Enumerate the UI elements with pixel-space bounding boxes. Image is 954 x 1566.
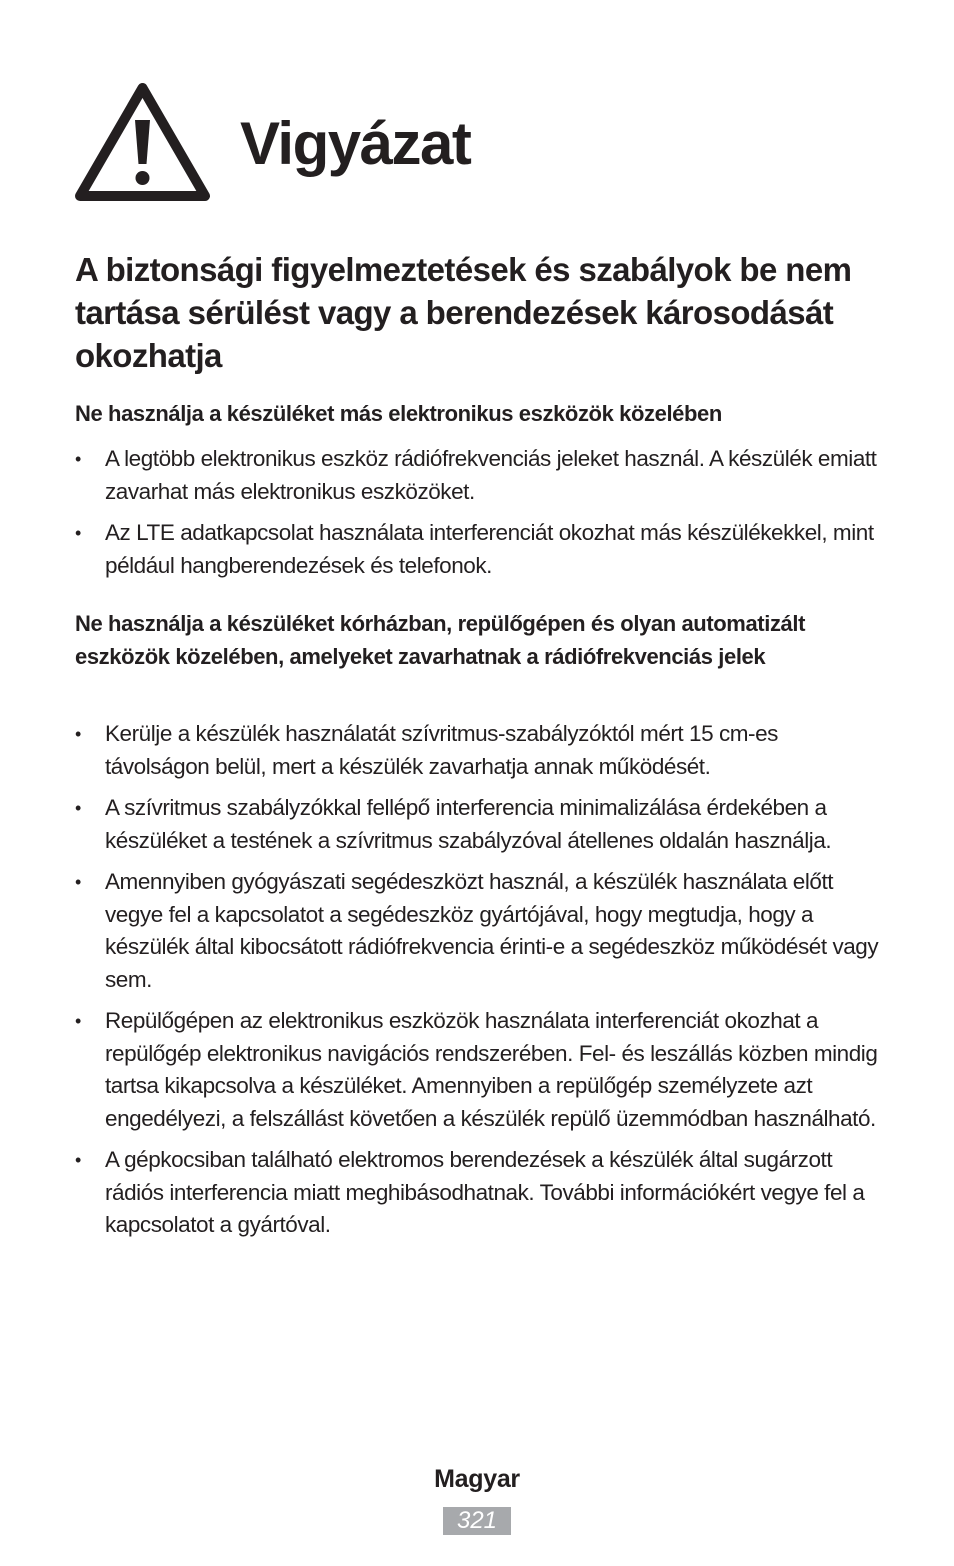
page-title: Vigyázat xyxy=(240,110,471,177)
list-item-text: A szívritmus szabályzókkal fellépő interferencia minimalizálása érdekében a készüléket a testének a szívritmus szabályzóval átellenes oldalán használja. xyxy=(105,795,832,853)
list-item xyxy=(75,1005,885,1135)
bullet-list-electronics xyxy=(75,443,885,591)
bullet-list-hospital xyxy=(75,718,885,1251)
bullet-dot: • xyxy=(75,1150,81,1170)
list-item xyxy=(75,718,885,783)
bullet-dot: • xyxy=(75,872,81,892)
list-item xyxy=(75,517,885,582)
bullet-dot: • xyxy=(75,1011,81,1031)
bullet-dot: • xyxy=(75,724,81,744)
list-item xyxy=(75,792,885,857)
list-item-text: Repülőgépen az elektronikus eszközök használata interferenciát okozhat a repülőgép elektronikus navigációs rendszerében. Fel- és leszállás közben mindig tartsa kikapcsolva a készüléket. Amennyiben a repülőgép személyzete azt engedélyezi, a felszállást követően a készülék repülő üzemmódban használható. xyxy=(105,1008,878,1131)
list-item-text: A gépkocsiban található elektromos berendezések a készülék által sugárzott rádiós interferencia miatt meghibásodhatnak. További információkért vegye fel a kapcsolatot a gyártóval. xyxy=(105,1147,865,1237)
bullet-dot: • xyxy=(75,449,81,469)
page-number: 321 xyxy=(443,1507,511,1535)
list-item xyxy=(75,866,885,996)
subsection-heading-hospital: Ne használja a készüléket kórházban, repülőgépen és olyan automatizált eszközök közelében, amelyeket zavarhatnak a rádiófrekvenciás jelek xyxy=(75,611,806,669)
section-heading: A biztonsági figyelmeztetések és szabályok be nem tartása sérülést vagy a berendezések károsodását okozhatja xyxy=(75,251,852,374)
list-item-text: Amennyiben gyógyászati segédeszközt használ, a készülék használata előtt vegye fel a kapcsolatot a segédeszköz gyártójával, hogy megtudja, hogy a készülék által kibocsátott rádiófrekvencia érinti-e a segédeszköz működését vagy sem. xyxy=(105,869,879,992)
list-item-text: Az LTE adatkapcsolat használata interferenciát okozhat más készülékekkel, mint például hangberendezések és telefonok. xyxy=(105,520,874,578)
bullet-dot: • xyxy=(75,798,81,818)
list-item-text: Kerülje a készülék használatát szívritmus-szabályzóktól mért 15 cm-es távolságon belül, mert a készülék zavarhatja annak működését. xyxy=(105,721,778,779)
warning-triangle-icon xyxy=(74,82,211,202)
page-header xyxy=(74,82,211,202)
list-item xyxy=(75,1144,885,1242)
list-item xyxy=(75,443,885,508)
subsection-heading-electronics: Ne használja a készüléket más elektronikus eszközök közelében xyxy=(75,401,722,426)
footer-language: Magyar xyxy=(434,1465,520,1493)
bullet-dot: • xyxy=(75,523,81,543)
list-item-text: A legtöbb elektronikus eszköz rádiófrekvenciás jeleket használ. A készülék emiatt zavarhat más elektronikus eszközöket. xyxy=(105,446,877,504)
